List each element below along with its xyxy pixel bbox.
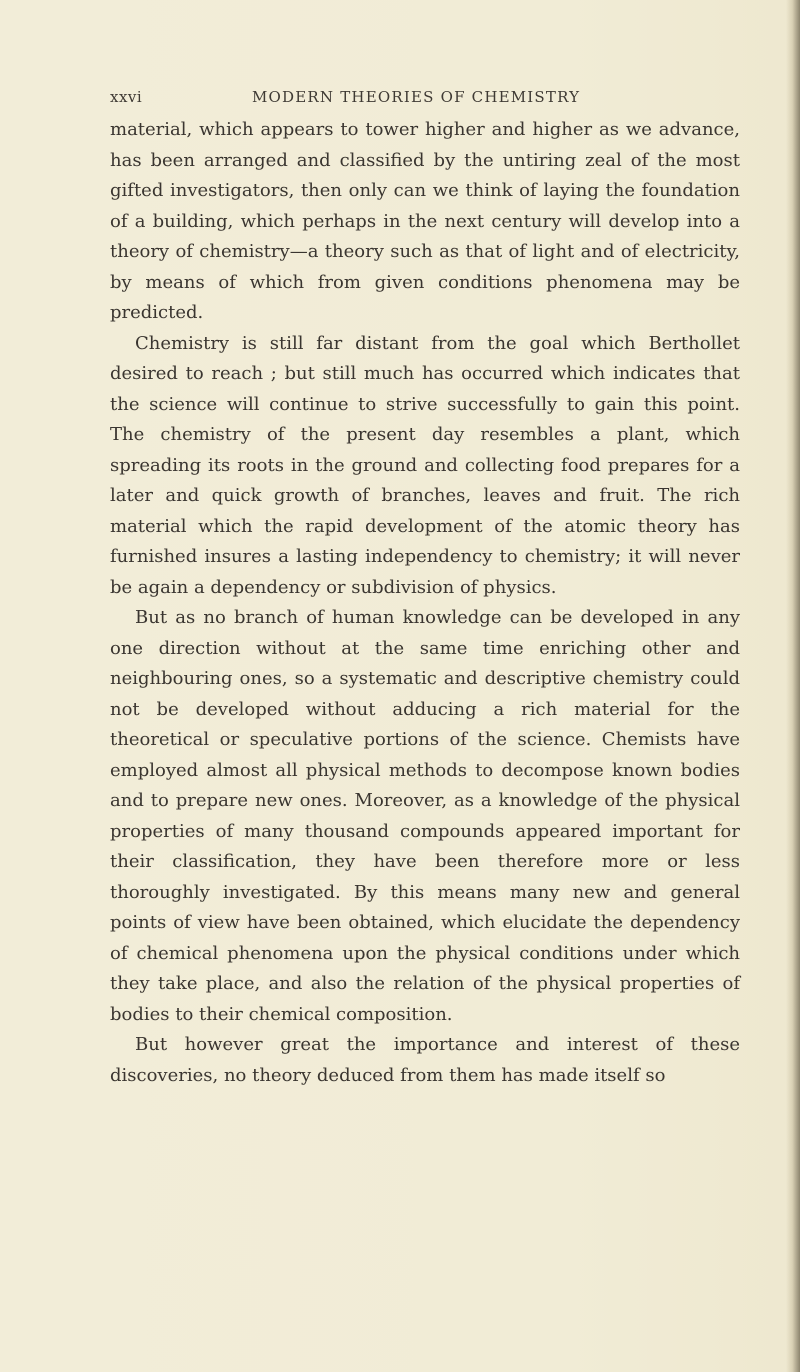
paragraph-physical-methods: But as no branch of human knowledge can be developed in any one direction without at the same time enriching other and neighbouring ones, so a systematic and descriptive chemistry could not be developed without adducing a rich material for the theoretical or speculative portions of the science. Chemists have employed almost all physical methods to decompose known bodies and to prepare new ones. Moreover, as a knowledge of the physical properties of many thousand compounds appeared important for their classification, they have been therefore more or less thoroughly investigated. By this means many new and general points of view have been obtained, which elucidate the dependency of chemical phenomena upon the physical conditions under which they take place, and also the relation of the physical properties of bodies to their chemical composition.: [110, 607, 740, 1025]
paragraph-discoveries: But however great the importance and interest of these discoveries, no theory deduced from them has made itself so: [110, 1034, 740, 1086]
paragraph-berthollet: Chemistry is still far distant from the goal which Berthollet desired to reach ; but still much has occurred which indicates that the science will continue to strive successfully to gain this point. The chemistry of the present day resembles a plant, which spreading its roots in the ground and collecting food prepares for a later and quick growth of branches, leaves and fruit. The rich material which the rapid development of the atomic theory has furnished insures a lasting independency to chemistry; it will never be again a dependency or subdivision of physics.: [110, 332, 740, 598]
paragraph-continuation: material, which appears to tower higher and higher as we advance, has been arranged and classified by the untiring zeal of the most gifted investigators, then only can we think of laying the foundation of a building, which perhaps in the next century will develop into a theory of chemistry—a theory such as that of light and of electricity, by means of which from given conditions phenomena may be predicted.: [110, 119, 740, 323]
running-title: MODERN THEORIES OF CHEMISTRY: [252, 88, 581, 106]
running-header: [110, 88, 710, 112]
body-text: [110, 115, 740, 1091]
page-number: xxvi: [110, 88, 143, 106]
page-edge-shadow: [786, 0, 800, 1372]
